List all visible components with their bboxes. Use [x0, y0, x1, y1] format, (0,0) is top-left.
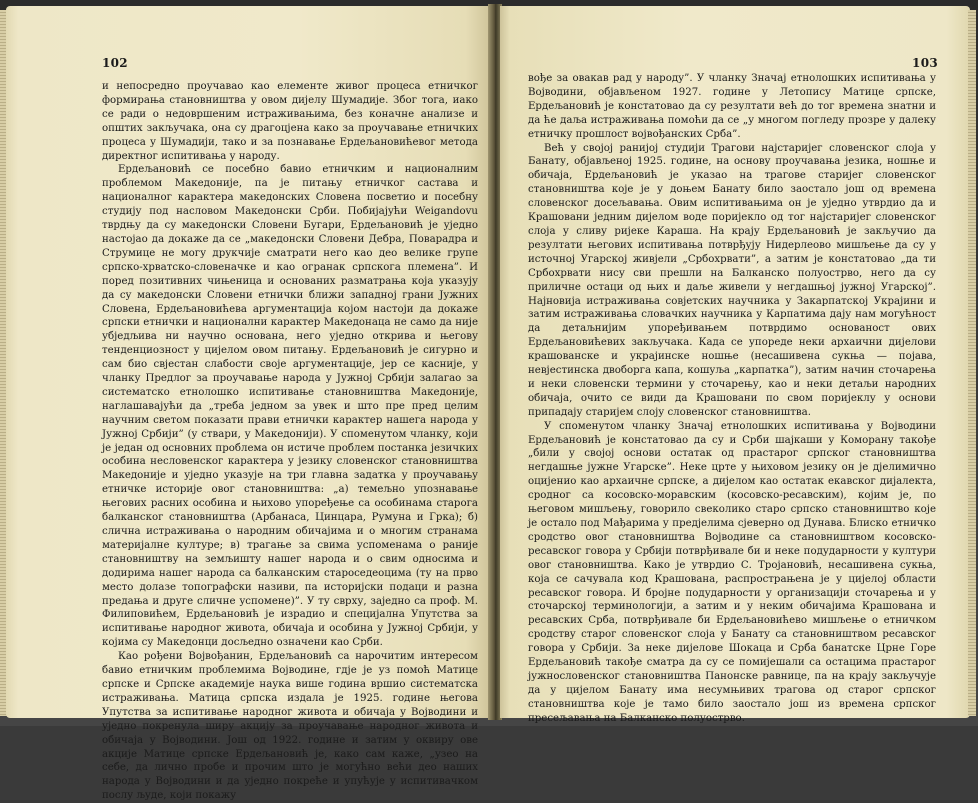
paragraph: и непосредно проучавао као елементе живог процеса етничког формирања становништва у овом дијелу Шумадије. Због тога, иако се ради о недовршеним истраживањима, без коначне анализе и општих закључака, она су драгоцјена како за проучавање етничких процеса у Шумадији, тако и за познавање Ердељановићевог метода директног испитивања у народу. — [102, 81, 478, 162]
page-number-left: 102 — [102, 56, 128, 70]
page-number-right: 103 — [912, 56, 938, 70]
paragraph: У споменутом чланку Значај етнолошких испитивања у Војводини Ердељановић је констатовао да су и Срби шајкаши у Коморану такође „били у својој основи остатак од прастарог српског становништва негдашње јужне Угарске”. Неке црте у њиховом језику он је дјелимично оцијенио као архаичне српске, а дијелом као остатак екавског дијалекта, сродног са косовско-моравским (косовско-ресавским), којим је, по његовом мишљењу, говорило свеколико старо српско становништво које је остало под Мађарима у предјелима сјеверно од Дунава. Блиско етничко сродство овог становништва Војводине са становништвом косовско-ресавског говора у Србији потврђивале би и неке подударности у култури овог становништва. Како је утврдио С. Тројановић, несашивена сукња, која се сачувала код Крашована, распрострањена је у цијелој области ресавског говора. И бројне подударности у организацији сточарења и у сточарској терминологији, а затим и у неким обичајима Крашована и ресавских Срба, потврђивале би Ердељановићево мишљење о етничком сродству старог словенског слоја у Банату са становништвом ресавског говора у Србији. За неке дијелове Шокаца и Срба банатске Црне Горе Ердељановић такође сматра да су се помијешали са остацима прастарог јужнословенског становништва Панонске равнице, па на крају закључује да у цијелом Банату има несумњивих трагова од старог српског становништва које је тамо било заостало још из времена српског пресељавања на Балканско полуострво. — [528, 420, 936, 724]
paragraph: вође за овакав рад у народу”. У чланку Значај етнолошких испитивања у Војводини, објављеном 1927. године у Летопису Матице српске, Ердељановић је констатовао да су резултати већ до тог времена знатни и да ће даља истраживања помоћи да се „у многом погледу прозре у далеку етничку прошлост војвођанских Срба”. — [528, 73, 936, 140]
right-page-text — [528, 72, 936, 726]
right-page — [500, 6, 970, 724]
left-page-text — [102, 80, 478, 803]
paragraph: Ердељановић се посебно бавио етничким и националним проблемом Македоније, па је питању етничког састава и националног карактера македонских Словена посветио и посебну студију под насловом Македонски Срби. Побијајући Weigandovu тврдњу да су македонски Словени Бугари, Ердељановић је уједно настојао да докаже да се „македонски Словени Дебра, Поварадра и Струмице не могу друкчије сматрати него као део велике групе српско-хрватско-словеначке и као огранак српскога племена”. И поред позитивних чињеница и основаних разматрања која указују да су македонски Словени етнички ближи западној грани Јужних Словена, Ердељановићева аргументација којом настоји да докаже српски етнички и национални карактер Македонаца не само да није убједљива ни научно основана, него уједно открива и његову тенденциозност у цијелом овом питању. Ердељановић је сигурно и сам био свјестан слабости своје аргументације, јер се касније, у чланку Предлог за проучавање народа у Јужној Србији залагао за систематско етнолошко испитивање становништва Македоније, наглашавајући да „треба једном за увек и што пре пред целим научним светом показати прави етнички карактер нашега народа у Јужној Србији” (у ствари, у Македонији). У споменутом чланку, који је један од основних проблема он истиче проблем постанка језичких особина несловенског карактера у језику словенског становништва Македоније и уједно указује на три главна задатка у проучавању етничке историје овог становништва: „а) темељно упознавање његових расних особина и њихово упоређење са особинама старога балканског становништва (Арбанаса, Цинцара, Румуна и Грка); б) слична истраживања о народним обичајима и о многим странама материјалне културе; в) трагање за свима успоменама о раније становништву на земљишту нашег народа и о свим односима и додирима нашег народа са балканским староседеоцима (ту на прво место долазе топографски називи, па историјски подаци и разна предања и друге сличне успомене)”. У ту сврху, заједно са проф. М. Филиповићем, Ердељановић је израдио и специјална Упутства за испитивање народног живота, обичаја и особина у Јужној Србији, у којима су Македонци досљедно означени као Срби. — [102, 164, 478, 649]
page-edges-right — [968, 10, 976, 716]
left-page — [6, 6, 490, 802]
paragraph: Већ у својој ранијој студији Трагови најстаријег словенског слоја у Банату, објављеној 1925. године, на основу проучавања језика, ношње и обичаја, Ердељановић је указао на трагове старијег словенског становништва које је у доњем Банату било заостало још од времена словенског досељавања. Овим испитивањима он је уједно утврдио да и Крашовани једним дијелом воде поријекло од тог најстаријег словенског слоја у сливу ријеке Караша. На крају Ердељановић је закључио да резултати његових испитивања потврђују Нидерлеово мишљење да су у источној Угарској живјели „Србохрвати”, а затим је констатовао „да ти Србохрвати нису сви прешли на Балканско полуострво, него да су приличне остаци од њих и даље живели у негдашњој јужној Угарској”. Најновија истраживања совјетских научника у Закарпатској Украјини и затим истраживања словачких научника у Карпатима дају нам могућност да детаљнијим упоређивањем потврдимо основаност ових Ердељановићевих закључака. Када се упореде неки архаични дијелови крашованске и украјинске ношње (несашивена сукња — појава, невјестинска двоборга капа, кошуља „карпатка”), затим начин сточарења и неки словенски термини у сточарењу, као и неки детаљи народних обичаја, очито се види да Крашовани по свом поријеклу у основи припадају старијем слоју словенског становништва. — [528, 142, 936, 418]
paragraph: Као рођени Војвођанин, Ердељановић са нарочитим интересом бавио етничким проблемима Војводине, гдје је уз помоћ Матице српске и Српске академије наука више година вршио систематска истраживања. Матица српска издала је 1925. године његова Упутства за испитивање народног живота и обичаја у Војводини и уједно покренула ширу акцију за проучавање народног живота и обичаја у Војводини. Још од 1922. године и затим у оквиру ове акције Матице српске Ердељановић је, како сам каже, „узео на себе, да лично пробе и прочим што је могућно већи део наших народа у Војводини и да уједно покреће и упућује у испитивачком послу људе, који покажу — [102, 651, 478, 802]
